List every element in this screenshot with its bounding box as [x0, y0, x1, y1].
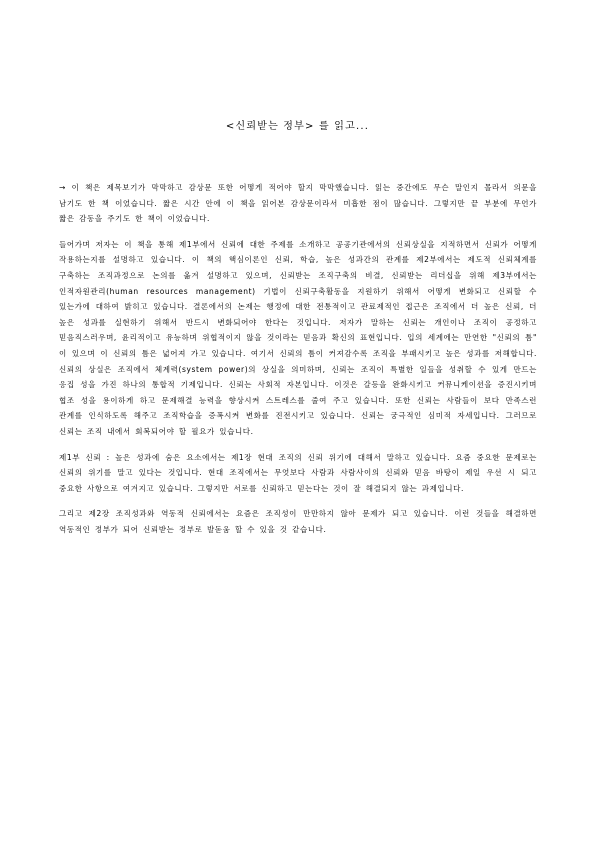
document-title: <신뢰받는 정부> 를 읽고... [225, 121, 370, 132]
paragraph-chapter2: 그리고 제2장 조직성과와 역동적 신뢰에서는 요즘은 조직성이 만만하지 않아 문제가 되고 있습니다. 이런 것들을 해결하면 역동적인 정부가 되어 신뢰받는 정부로 발돋움 할 수 있을 것 같습니다. [59, 509, 537, 534]
paragraph-intro: → 이 책은 제목보기가 막막하고 감상문 또한 어떻게 적어야 할지 막막했습니다. 읽는 중간에도 무슨 말인지 몰라서 의문을 남기도 한 책 이었습니다. 짧은 시간 안에 이 책을 읽어본 감상문이라서 미흡한 점이 많습니다. 그렇지만 끝 부분에 무언가 짧은 감동을 주기도 한 책이 이었습니다. [59, 183, 537, 224]
paragraph-summary: 들어가며 저자는 이 책을 통해 제1부에서 신뢰에 대한 주제를 소개하고 공공기관에서의 신뢰상실을 지적하면서 신뢰가 어떻게 작용하는지를 설명하고 있습니다. 이 책의 핵심이론인 신뢰, 학습, 높은 성과간의 관계를 제2부에서는 제도적 신뢰체계를 구축하는 조직과정으로 논의를 옮겨 설명하고 있으며, 신뢰받는 조직구축의 비결, 신뢰받는 리더십을 위해 제3부에서는 인적자원관리(human resources management) 기법이 신뢰구축활동을 지원하기 위해서 어떻게 변화되고 신뢰할 수 있는가에 대하여 밝히고 있습니다. 결론에서의 논제는 행정에 대한 전통적이고 관료제적인 접근은 조직에서 더 높은 신뢰, 더 높은 성과를 실현하기 위해서 반드시 변화되어야 한다는 것입니다. 저자가 말하는 신뢰는 개인이나 조직이 공정하고 믿음직스러우며, 윤리적이고 유능하며 위협적이지 않을 것이라는 믿음과 확신의 표현입니다. 입의 세계에는 만연한 "신뢰의 틈" 이 있으며 이 신뢰의 틈은 넓어져 가고 있습니다. 여기서 신뢰의 틈이 커져감수록 조직을 부패시키고 높은 성과를 저해합니다. 신뢰의 상실은 조직에서 체계력(system power)의 상실을 의미하며, 신뢰는 조직이 특별한 일들을 성취할 수 있게 만드는 응집 성을 가진 하나의 통합적 기제입니다. 신뢰는 사회적 자본입니다. 이것은 갈등을 완화시키고 커뮤니케이션을 증진시키며 협조 성을 용이하게 하고 문제해결 능력을 향상시켜 스트레스를 줄여 주고 있습니다. 또한 신뢰는 사람들이 보다 만족스런 관계를 인식하도록 해주고 조직학습을 증폭시켜 변화를 진전시키고 있습니다. 신뢰는 궁극적인 심미적 자세입니다. 그러므로 신뢰는 조직 내에서 회복되어야 할 필요가 있습니다. [59, 239, 537, 436]
document-body [59, 180, 537, 537]
paragraph-part1: 제1부 신뢰 : 높은 성과에 숨은 요소에서는 제1장 현대 조직의 신뢰 위기에 대해서 말하고 있습니다. 요즘 중요한 문제로는 신뢰의 위기를 말고 있다는 것입니다. 현대 조직에서는 무엇보다 사람과 사람사이의 신뢰와 믿음 바탕이 제일 우선 시 되고 중요한 사항으로 여겨지고 있습니다. 그렇지만 서로를 신뢰하고 믿는다는 것이 잘 해결되지 않는 과제입니다. [59, 452, 537, 493]
